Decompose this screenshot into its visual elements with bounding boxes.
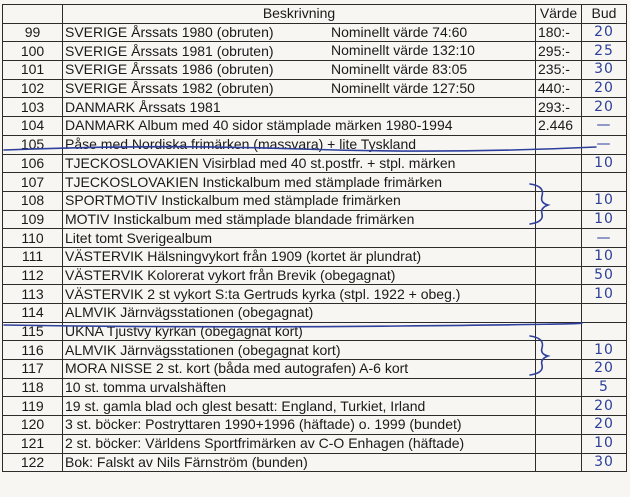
lot-value bbox=[536, 341, 582, 360]
lot-number: 103 bbox=[3, 98, 63, 117]
table-row bbox=[3, 23, 627, 42]
handwritten-bid[interactable]: — bbox=[582, 117, 627, 136]
lot-rows bbox=[3, 23, 627, 472]
handwritten-bid[interactable]: 20 bbox=[582, 23, 627, 42]
header-description: Beskrivning bbox=[63, 5, 536, 24]
lot-description-cell bbox=[63, 304, 536, 323]
handwritten-bid[interactable]: 30 bbox=[582, 61, 627, 80]
lot-description-cell bbox=[63, 378, 536, 397]
table-row bbox=[3, 210, 627, 229]
handwritten-bid[interactable]: 10 bbox=[582, 154, 627, 173]
lot-value bbox=[536, 360, 582, 379]
handwritten-bid[interactable]: 50 bbox=[582, 266, 627, 285]
lot-description-cell bbox=[63, 453, 536, 472]
lot-description-cell bbox=[63, 191, 536, 210]
lot-description: DANMARK Årssats 1981 bbox=[65, 98, 221, 115]
lot-number: 116 bbox=[3, 341, 63, 360]
lot-description: SVERIGE Årssats 1982 (obruten) bbox=[65, 80, 274, 97]
lot-number: 119 bbox=[3, 397, 63, 416]
lot-number: 121 bbox=[3, 434, 63, 453]
lot-value bbox=[536, 266, 582, 285]
handwritten-bid[interactable]: 20 bbox=[582, 416, 627, 435]
lot-description-cell bbox=[63, 434, 536, 453]
lot-value bbox=[536, 210, 582, 229]
nominal-value: Nominellt värde 83:05 bbox=[331, 61, 468, 78]
lot-description-cell bbox=[63, 247, 536, 266]
lot-value: 235:- bbox=[536, 61, 582, 80]
lot-number: 122 bbox=[3, 453, 63, 472]
lot-description-cell bbox=[63, 341, 536, 360]
handwritten-bid[interactable]: 5 bbox=[582, 378, 627, 397]
lot-description: VÄSTERVIK 2 st vykort S:ta Gertruds kyrka (stpl. 1922 + obeg.) bbox=[65, 285, 461, 302]
lot-description-cell bbox=[63, 397, 536, 416]
lot-description-cell bbox=[63, 61, 536, 80]
handwritten-bid[interactable]: 30 bbox=[582, 453, 627, 472]
lot-description: Litet tomt Sverigealbum bbox=[65, 229, 213, 246]
handwritten-bid[interactable]: — bbox=[582, 135, 627, 154]
lot-number: 109 bbox=[3, 210, 63, 229]
handwritten-bid[interactable]: 10 bbox=[582, 210, 627, 229]
lot-value: 295:- bbox=[536, 42, 582, 61]
header-value: Värde bbox=[536, 5, 582, 24]
table-row bbox=[3, 154, 627, 173]
lot-description-cell bbox=[63, 154, 536, 173]
handwritten-bid[interactable]: 10 bbox=[582, 434, 627, 453]
lot-value bbox=[536, 191, 582, 210]
lot-value: 440:- bbox=[536, 79, 582, 98]
handwritten-bid[interactable]: — bbox=[582, 229, 627, 248]
table-row bbox=[3, 98, 627, 117]
lot-value bbox=[536, 247, 582, 266]
table-row bbox=[3, 453, 627, 472]
lot-number: 115 bbox=[3, 322, 63, 341]
handwritten-bid[interactable]: 20 bbox=[582, 98, 627, 117]
lot-description-cell bbox=[63, 117, 536, 136]
lot-description-cell bbox=[63, 173, 536, 192]
nominal-value: Nominellt värde 127:50 bbox=[331, 79, 475, 96]
lot-value bbox=[536, 173, 582, 192]
lot-description: 10 st. tomma urvalshäften bbox=[65, 379, 227, 396]
header-nr bbox=[3, 5, 63, 24]
lot-description: TJECKOSLOVAKIEN Instickalbum med stämplade frimärken bbox=[65, 173, 443, 190]
lot-number: 100 bbox=[3, 42, 63, 61]
lot-description: VÄSTERVIK Kolorerat vykort från Brevik (obegagnat) bbox=[65, 266, 396, 283]
lot-table bbox=[2, 4, 627, 472]
table-row bbox=[3, 79, 627, 98]
table-row bbox=[3, 434, 627, 453]
lot-description: 19 st. gamla blad och glest besatt: England, Turkiet, Irland bbox=[65, 397, 426, 414]
lot-description: MOTIV Instickalbum med stämplade blandade frimärken bbox=[65, 210, 415, 227]
lot-description: SVERIGE Årssats 1986 (obruten) bbox=[65, 61, 274, 78]
header-bid: Bud bbox=[582, 5, 627, 24]
lot-number: 106 bbox=[3, 154, 63, 173]
lot-description: MORA NISSE 2 st. kort (båda med autografen) A-6 kort bbox=[65, 360, 409, 377]
lot-number: 118 bbox=[3, 378, 63, 397]
lot-value bbox=[536, 285, 582, 304]
lot-number: 113 bbox=[3, 285, 63, 304]
table-row bbox=[3, 416, 627, 435]
lot-description: TJECKOSLOVAKIEN Visirblad med 40 st.postfr. + stpl. märken bbox=[65, 154, 456, 171]
lot-description-cell bbox=[63, 98, 536, 117]
lot-value: 293:- bbox=[536, 98, 582, 117]
lot-description: ALMVIK Järnvägsstationen (obegagnat) bbox=[65, 304, 314, 321]
table-row bbox=[3, 42, 627, 61]
lot-number: 105 bbox=[3, 135, 63, 154]
table-row bbox=[3, 322, 627, 341]
lot-description: 2 st. böcker: Världens Sportfrimärken av C-O Enhagen (häftade) bbox=[65, 435, 465, 452]
table-row bbox=[3, 285, 627, 304]
handwritten-bid[interactable]: 10 bbox=[582, 247, 627, 266]
lot-number: 102 bbox=[3, 79, 63, 98]
table-row bbox=[3, 135, 627, 154]
lot-number: 120 bbox=[3, 416, 63, 435]
table-row bbox=[3, 341, 627, 360]
lot-description: SPORTMOTIV Instickalbum med stämplade frimärken bbox=[65, 192, 401, 209]
table-row bbox=[3, 229, 627, 248]
lot-value bbox=[536, 229, 582, 248]
lot-value bbox=[536, 304, 582, 323]
lot-description-cell bbox=[63, 79, 536, 98]
handwritten-bid[interactable]: 10 bbox=[582, 191, 627, 210]
table-row bbox=[3, 191, 627, 210]
handwritten-bid[interactable] bbox=[582, 322, 627, 341]
lot-number: 112 bbox=[3, 266, 63, 285]
handwritten-bid[interactable]: 20 bbox=[582, 397, 627, 416]
handwritten-bid[interactable] bbox=[582, 173, 627, 192]
lot-description: Påse med Nordiska frimärken (massvara) + lite Tyskland bbox=[65, 136, 417, 153]
lot-value bbox=[536, 453, 582, 472]
lot-value bbox=[536, 378, 582, 397]
table-row bbox=[3, 397, 627, 416]
lot-value bbox=[536, 434, 582, 453]
lot-number: 101 bbox=[3, 61, 63, 80]
table-row bbox=[3, 61, 627, 80]
table-row bbox=[3, 266, 627, 285]
lot-value bbox=[536, 154, 582, 173]
lot-value bbox=[536, 135, 582, 154]
lot-description-cell bbox=[63, 416, 536, 435]
lot-description-cell bbox=[63, 23, 536, 42]
lot-value bbox=[536, 397, 582, 416]
lot-value bbox=[536, 322, 582, 341]
lot-number: 110 bbox=[3, 229, 63, 248]
handwritten-bid[interactable]: 10 bbox=[582, 341, 627, 360]
lot-number: 117 bbox=[3, 360, 63, 379]
lot-number: 108 bbox=[3, 191, 63, 210]
lot-description: DANMARK Album med 40 sidor stämplade märken 1980-1994 bbox=[65, 117, 453, 134]
lot-description: UKNA Tjustvy kyrkan (obegagnat kort) bbox=[65, 323, 303, 340]
lot-description-cell bbox=[63, 42, 536, 61]
lot-description: SVERIGE Årssats 1980 (obruten) bbox=[65, 24, 274, 41]
handwritten-bid[interactable]: 20 bbox=[582, 360, 627, 379]
handwritten-bid[interactable] bbox=[582, 304, 627, 323]
lot-description-cell bbox=[63, 266, 536, 285]
lot-value bbox=[536, 416, 582, 435]
lot-description-cell bbox=[63, 360, 536, 379]
table-row bbox=[3, 247, 627, 266]
lot-description-cell bbox=[63, 135, 536, 154]
table-row bbox=[3, 173, 627, 192]
table-row bbox=[3, 304, 627, 323]
lot-description-cell bbox=[63, 322, 536, 341]
handwritten-bid[interactable]: 20 bbox=[582, 79, 627, 98]
lot-number: 111 bbox=[3, 247, 63, 266]
handwritten-bid[interactable]: 25 bbox=[582, 42, 627, 61]
table-row bbox=[3, 360, 627, 379]
lot-number: 99 bbox=[3, 23, 63, 42]
lot-number: 107 bbox=[3, 173, 63, 192]
lot-value: 2.446 bbox=[536, 117, 582, 136]
handwritten-bid[interactable]: 10 bbox=[582, 285, 627, 304]
lot-description: SVERIGE Årssats 1981 (obruten) bbox=[65, 42, 274, 59]
nominal-value: Nominellt värde 132:10 bbox=[331, 42, 475, 59]
lot-description: VÄSTERVIK Hälsningvykort från 1909 (kortet är plundrat) bbox=[65, 248, 422, 265]
lot-number: 104 bbox=[3, 117, 63, 136]
lot-description: Bok: Falskt av Nils Färnström (bunden) bbox=[65, 453, 308, 470]
header-row bbox=[3, 5, 627, 24]
lot-description: ALMVIK Järnvägsstationen (obegagnat kort) bbox=[65, 341, 341, 358]
lot-description-cell bbox=[63, 210, 536, 229]
lot-value: 180:- bbox=[536, 23, 582, 42]
lot-description: 3 st. böcker: Postryttaren 1990+1996 (häftade) o. 1999 (bundet) bbox=[65, 416, 462, 433]
lot-description-cell bbox=[63, 285, 536, 304]
nominal-value: Nominellt värde 74:60 bbox=[331, 23, 468, 40]
table-row bbox=[3, 117, 627, 136]
lot-description-cell bbox=[63, 229, 536, 248]
lot-number: 114 bbox=[3, 304, 63, 323]
table-row bbox=[3, 378, 627, 397]
